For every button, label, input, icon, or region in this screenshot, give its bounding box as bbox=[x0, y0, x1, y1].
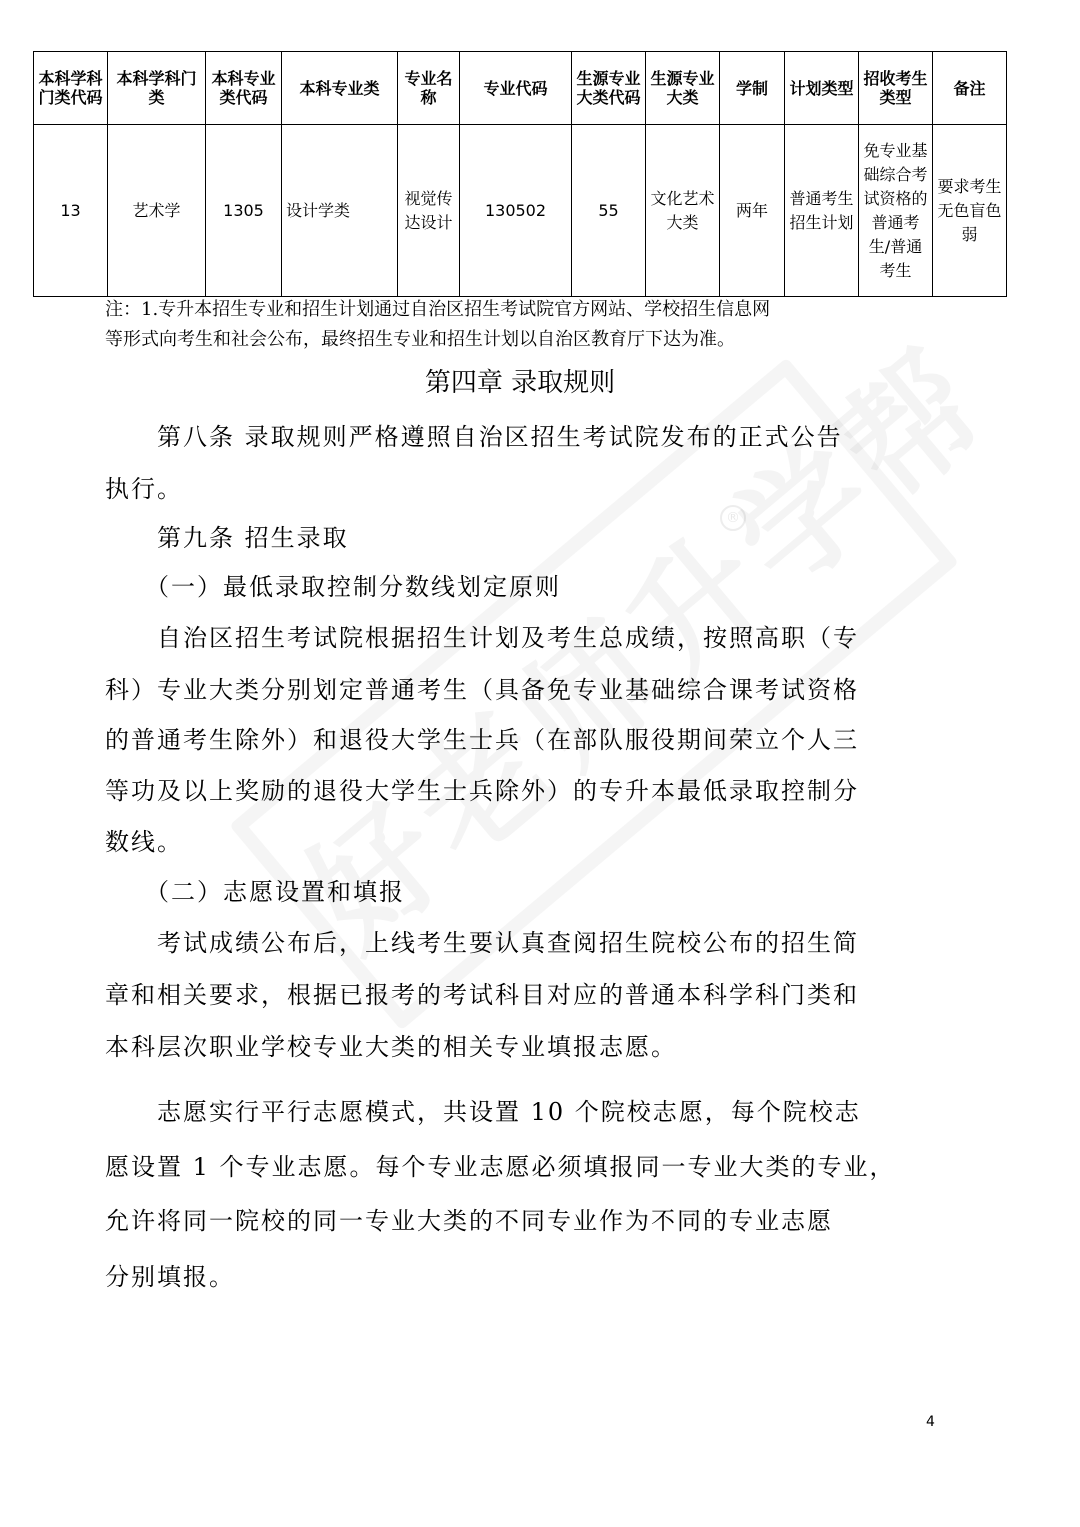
header-cell: 计划类型 bbox=[785, 52, 859, 125]
table-cell: 1305 bbox=[206, 125, 282, 297]
body-line: 第九条 招生录取 bbox=[105, 524, 349, 552]
table-cell: 视觉传达设计 bbox=[398, 125, 460, 297]
header-cell: 专业代码 bbox=[460, 52, 572, 125]
body-line: 愿设置 1 个专业志愿。每个专业志愿必须填报同一专业大类的专业， bbox=[105, 1153, 896, 1181]
watermark-registered-mark: ® bbox=[720, 505, 746, 531]
header-cell: 招收考生类型 bbox=[859, 52, 933, 125]
table-cell: 两年 bbox=[720, 125, 785, 297]
table-cell: 设计学类 bbox=[282, 125, 398, 297]
table-row bbox=[34, 125, 1007, 297]
table-cell: 普通考生招生计划 bbox=[785, 125, 859, 297]
body-line: 允许将同一院校的同一专业大类的不同专业作为不同的专业志愿 bbox=[105, 1207, 833, 1235]
header-cell: 本科专业类 bbox=[282, 52, 398, 125]
header-cell: 本科学科门类 bbox=[108, 52, 206, 125]
body-line: 志愿实行平行志愿模式，共设置 10 个院校志愿，每个院校志 bbox=[105, 1098, 861, 1126]
chapter-title: 第四章 录取规则 bbox=[424, 368, 616, 398]
table-note-line: 注：1.专升本招生专业和招生计划通过自治区招生考试院官方网站、学校招生信息网 bbox=[105, 299, 771, 320]
table-note-line: 等形式向考生和社会公布，最终招生专业和招生计划以自治区教育厅下达为准。 bbox=[105, 329, 735, 350]
table-cell: 130502 bbox=[460, 125, 572, 297]
table-cell: 艺术学 bbox=[108, 125, 206, 297]
body-line: 的普通考生除外）和退役大学生士兵（在部队服役期间荣立个人三 bbox=[105, 726, 859, 754]
body-line: 本科层次职业学校专业大类的相关专业填报志愿。 bbox=[105, 1033, 677, 1061]
body-line: 考试成绩公布后，上线考生要认真查阅招生院校公布的招生简 bbox=[105, 929, 859, 957]
table-cell: 要求考生无色盲色弱 bbox=[933, 125, 1007, 297]
body-line: （二）志愿设置和填报 bbox=[105, 878, 405, 906]
body-line: 等功及以上奖励的退役大学生士兵除外）的专升本最低录取控制分 bbox=[105, 777, 859, 805]
table-cell: 文化艺术大类 bbox=[646, 125, 720, 297]
body-line: 科）专业大类分别划定普通考生（具备免专业基础综合课考试资格 bbox=[105, 676, 859, 704]
body-line: 章和相关要求，根据已报考的考试科目对应的普通本科学科门类和 bbox=[105, 981, 859, 1009]
body-line: （一）最低录取控制分数线划定原则 bbox=[105, 573, 561, 601]
page-number: 4 bbox=[926, 1414, 935, 1430]
header-cell: 本科专业类代码 bbox=[206, 52, 282, 125]
body-line: 第八条 录取规则严格遵照自治区招生考试院发布的正式公告 bbox=[105, 423, 843, 451]
table-cell: 13 bbox=[34, 125, 108, 297]
body-line: 分别填报。 bbox=[105, 1263, 235, 1291]
header-cell: 生源专业大类 bbox=[646, 52, 720, 125]
header-cell: 专业名称 bbox=[398, 52, 460, 125]
header-cell: 学制 bbox=[720, 52, 785, 125]
header-cell: 生源专业大类代码 bbox=[572, 52, 646, 125]
table-cell: 免专业基础综合考试资格的普通考生/普通考生 bbox=[859, 125, 933, 297]
table-cell: 55 bbox=[572, 125, 646, 297]
header-cell: 备注 bbox=[933, 52, 1007, 125]
header-cell: 本科学科门类代码 bbox=[34, 52, 108, 125]
body-line: 自治区招生考试院根据招生计划及考生总成绩，按照高职（专 bbox=[105, 624, 859, 652]
admission-table bbox=[33, 51, 1007, 297]
body-line: 数线。 bbox=[105, 828, 183, 856]
table-header-row bbox=[34, 52, 1007, 125]
body-line: 执行。 bbox=[105, 475, 183, 503]
